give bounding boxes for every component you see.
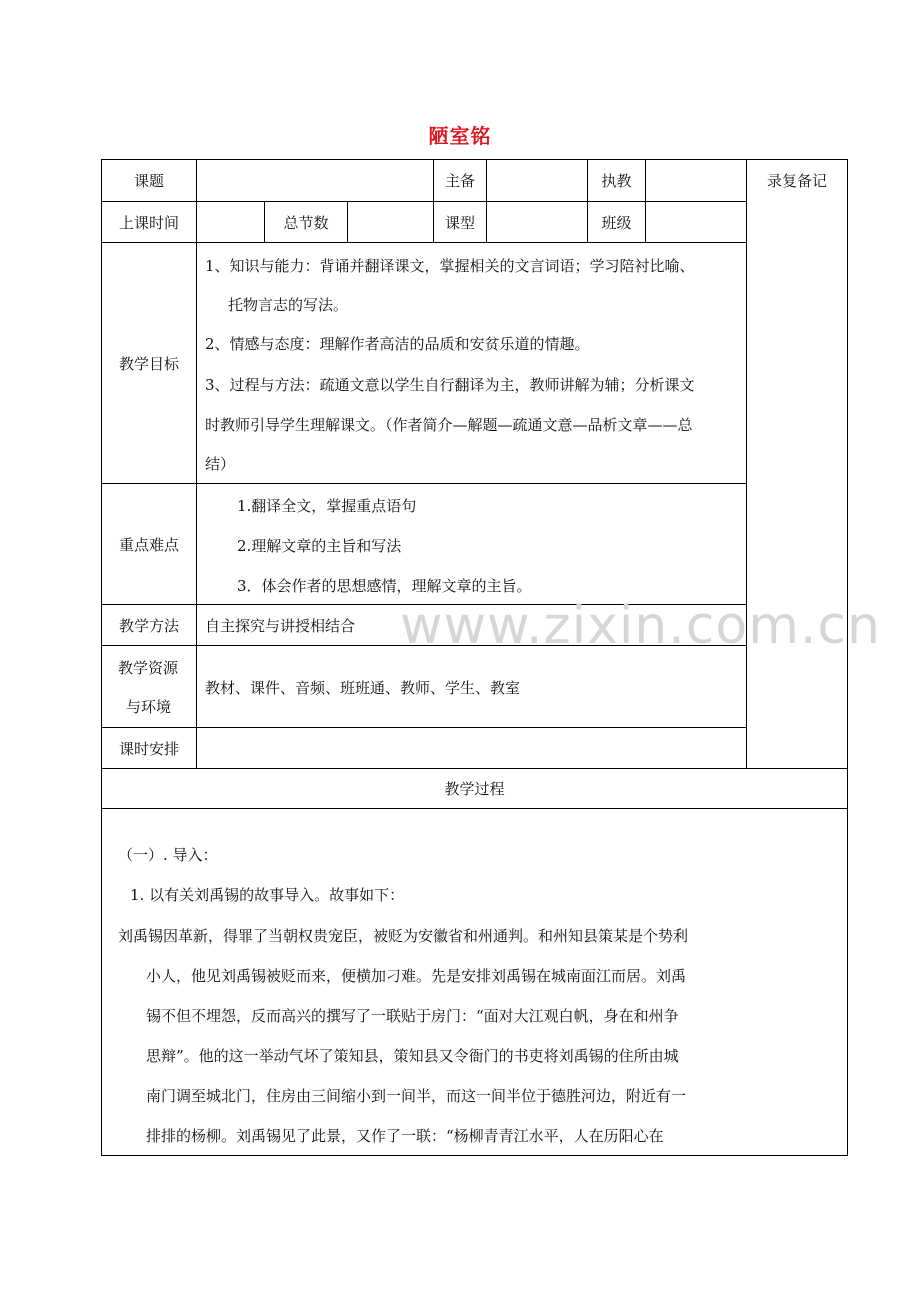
type-value [487, 202, 587, 242]
class-value [646, 202, 746, 242]
document-title: 陋室铭 [428, 124, 492, 148]
process-line: 1. 以有关刘禹锡的故事导入。故事如下： [130, 886, 405, 904]
schedule-value [197, 728, 746, 768]
key-points-label: 重点难点 [118, 535, 179, 554]
goal-line: 结） [205, 455, 236, 473]
process-line: 小人，他见刘禹锡被贬而来，便横加刁难。先是安排刘禹锡在城南面江而居。刘禹 [146, 967, 687, 985]
periods-value [348, 202, 433, 242]
time-label: 上课时间 [118, 213, 179, 232]
goal-line: 1、知识与能力：背诵并翻译课文，掌握相关的文言词语；学习陪衬比喻、 [205, 257, 695, 275]
resources-value: 教材、课件、音频、班班通、教师、学生、教室 [205, 679, 521, 697]
key-point-line: 1.翻译全文，掌握重点语句 [237, 497, 417, 515]
topic-label: 课题 [133, 172, 164, 190]
watermark: www.zixin.com.cn [400, 596, 881, 656]
process-line: 南门调至城北门，住房由三间缩小到一间半，而这一间半位于德胜河边，附近有一 [146, 1087, 687, 1105]
process-line: （一）. 导入： [118, 846, 218, 864]
periods-label: 总节数 [283, 213, 329, 232]
process-line: 排排的杨柳。刘禹锡见了此景，又作了一联：“杨柳青青江水平，人在历阳心在 [146, 1127, 664, 1145]
teacher-value [646, 160, 746, 201]
key-point-line: 2.理解文章的主旨和写法 [237, 537, 402, 555]
process-line: 锡不但不埋怨，反而高兴的撰写了一联贴于房门：“面对大江观白帆，身在和州争 [146, 1007, 679, 1025]
prep-label: 主备 [444, 172, 475, 190]
goals-label: 教学目标 [118, 354, 179, 373]
process-heading: 教学过程 [444, 780, 505, 798]
method-label: 教学方法 [118, 616, 179, 635]
class-label: 班级 [601, 213, 632, 232]
goal-line: 3、过程与方法：疏通文意以学生自行翻译为主，教师讲解为辅；分析课文 [205, 376, 695, 394]
goal-line: 2、情感与态度：理解作者高洁的品质和安贫乐道的情趣。 [205, 335, 590, 353]
type-label: 课型 [444, 213, 475, 232]
goal-line: 时教师引导学生理解课文。（作者简介—解题—疏通文意—品析文章——总 [205, 416, 693, 434]
teacher-label: 执教 [601, 172, 632, 190]
topic-value [197, 160, 433, 201]
resources-label-line: 与环境 [126, 698, 172, 716]
process-line: 思辩”。他的这一举动气坏了策知县，策知县又令衙门的书吏将刘禹锡的住所由城 [146, 1047, 679, 1065]
resources-label-line: 教学资源 [118, 659, 179, 677]
key-point-line: 3．体会作者的思想感情，理解文章的主旨。 [237, 577, 532, 595]
method-value: 自主探究与讲授相结合 [205, 617, 356, 635]
process-line: 刘禹锡因革新，得罪了当朝权贵宠臣，被贬为安徽省和州通判。和州知县策某是个势利 [118, 927, 689, 945]
time-value [197, 202, 264, 242]
schedule-label: 课时安排 [118, 739, 179, 758]
goal-line: 托物言志的写法。 [228, 296, 349, 314]
notes-column-label: 录复备记 [766, 172, 827, 190]
prep-value [487, 160, 587, 201]
